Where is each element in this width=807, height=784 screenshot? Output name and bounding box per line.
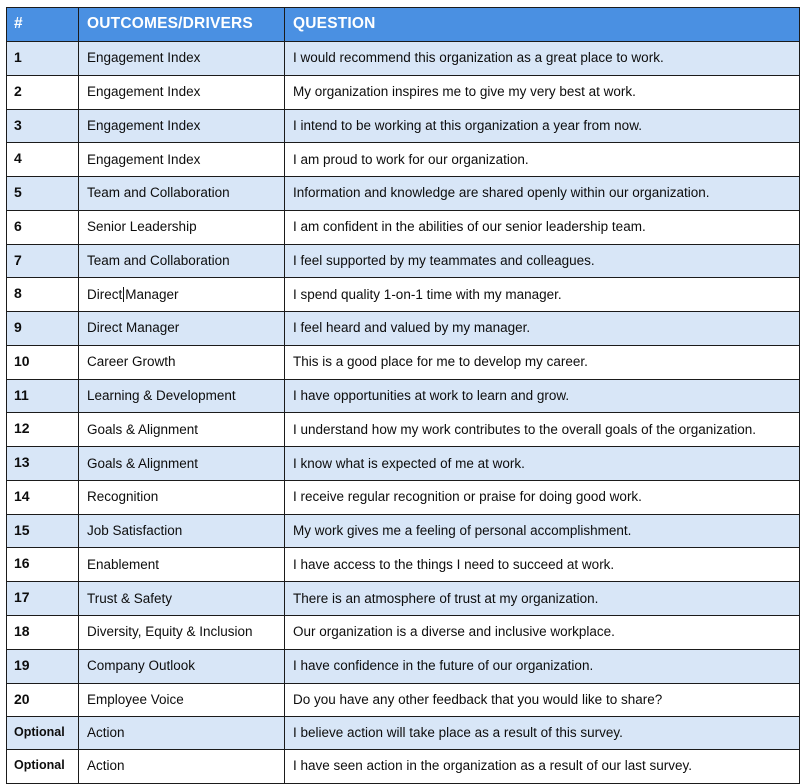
cell-question[interactable]: My organization inspires me to give my very best at work. <box>285 75 800 109</box>
cell-number: 12 <box>7 413 79 447</box>
cell-number: 7 <box>7 244 79 278</box>
cell-question[interactable]: I have confidence in the future of our organization. <box>285 649 800 683</box>
cell-outcome-driver[interactable]: Recognition <box>79 480 285 514</box>
table-row[interactable] <box>7 177 800 211</box>
cell-outcome-driver[interactable]: Learning & Development <box>79 379 285 413</box>
table-row[interactable] <box>7 244 800 278</box>
cell-outcome-driver[interactable]: Team and Collaboration <box>79 244 285 278</box>
table-header-row <box>7 8 800 42</box>
table-row[interactable] <box>7 413 800 447</box>
table-row[interactable] <box>7 480 800 514</box>
cell-number: 6 <box>7 210 79 244</box>
table-row[interactable] <box>7 616 800 650</box>
cell-outcome-driver[interactable]: Career Growth <box>79 345 285 379</box>
cell-outcome-driver[interactable]: Job Satisfaction <box>79 514 285 548</box>
cell-number: 3 <box>7 109 79 143</box>
cell-question[interactable]: I believe action will take place as a result of this survey. <box>285 717 800 750</box>
cell-outcome-driver[interactable]: Diversity, Equity & Inclusion <box>79 616 285 650</box>
cell-outcome-driver[interactable]: Goals & Alignment <box>79 413 285 447</box>
cell-outcome-driver[interactable]: Employee Voice <box>79 683 285 717</box>
cell-number: 9 <box>7 312 79 346</box>
cell-number: Optional <box>7 750 79 783</box>
survey-questions-table-container <box>6 7 799 784</box>
table-row[interactable] <box>7 683 800 717</box>
cell-number: 19 <box>7 649 79 683</box>
cell-outcome-driver[interactable]: Engagement Index <box>79 109 285 143</box>
table-row[interactable] <box>7 649 800 683</box>
text-cursor-caret <box>123 287 124 302</box>
table-row[interactable] <box>7 109 800 143</box>
cell-question[interactable]: I intend to be working at this organization a year from now. <box>285 109 800 143</box>
table-row[interactable] <box>7 278 800 312</box>
cell-question[interactable]: I have seen action in the organization as a result of our last survey. <box>285 750 800 783</box>
cell-number: 10 <box>7 345 79 379</box>
cell-outcome-driver[interactable]: Direct Manager <box>79 312 285 346</box>
cell-outcome-driver[interactable]: Engagement Index <box>79 75 285 109</box>
cell-number: 15 <box>7 514 79 548</box>
cell-outcome-driver[interactable]: Senior Leadership <box>79 210 285 244</box>
table-header <box>7 8 800 42</box>
cell-question[interactable]: There is an atmosphere of trust at my organization. <box>285 582 800 616</box>
table-row[interactable] <box>7 345 800 379</box>
table-row[interactable] <box>7 143 800 177</box>
cell-question[interactable]: Do you have any other feedback that you would like to share? <box>285 683 800 717</box>
survey-questions-table <box>6 7 800 784</box>
cell-number: 5 <box>7 177 79 211</box>
cell-question[interactable]: I spend quality 1-on-1 time with my manager. <box>285 278 800 312</box>
table-row[interactable] <box>7 42 800 76</box>
cell-number: 1 <box>7 42 79 76</box>
cell-number: 8 <box>7 278 79 312</box>
cell-question[interactable]: I feel heard and valued by my manager. <box>285 312 800 346</box>
cell-outcome-driver[interactable]: Goals & Alignment <box>79 447 285 481</box>
cell-number: 11 <box>7 379 79 413</box>
cell-question[interactable]: Our organization is a diverse and inclusive workplace. <box>285 616 800 650</box>
cell-question[interactable]: I know what is expected of me at work. <box>285 447 800 481</box>
cell-question[interactable]: My work gives me a feeling of personal accomplishment. <box>285 514 800 548</box>
table-row[interactable] <box>7 750 800 783</box>
table-row[interactable] <box>7 582 800 616</box>
cell-number: 4 <box>7 143 79 177</box>
cell-question[interactable]: I am confident in the abilities of our senior leadership team. <box>285 210 800 244</box>
cell-number: 14 <box>7 480 79 514</box>
cell-outcome-driver[interactable]: Team and Collaboration <box>79 177 285 211</box>
column-header-number: # <box>7 8 79 42</box>
cell-outcome-driver[interactable]: Action <box>79 717 285 750</box>
cell-number: 16 <box>7 548 79 582</box>
cell-question[interactable]: I have opportunities at work to learn and grow. <box>285 379 800 413</box>
cell-number: 13 <box>7 447 79 481</box>
cell-question[interactable]: This is a good place for me to develop my career. <box>285 345 800 379</box>
cell-question[interactable]: Information and knowledge are shared openly within our organization. <box>285 177 800 211</box>
cell-question[interactable]: I am proud to work for our organization. <box>285 143 800 177</box>
cell-number: Optional <box>7 717 79 750</box>
table-row[interactable] <box>7 379 800 413</box>
cell-outcome-driver[interactable]: Engagement Index <box>79 143 285 177</box>
cell-number: 17 <box>7 582 79 616</box>
cell-outcome-driver[interactable]: Trust & Safety <box>79 582 285 616</box>
cell-number: 20 <box>7 683 79 717</box>
cell-number: 18 <box>7 616 79 650</box>
cell-outcome-driver[interactable]: Engagement Index <box>79 42 285 76</box>
cell-question[interactable]: I understand how my work contributes to the overall goals of the organization. <box>285 413 800 447</box>
cell-outcome-driver[interactable]: Company Outlook <box>79 649 285 683</box>
cell-question[interactable]: I have access to the things I need to succeed at work. <box>285 548 800 582</box>
cell-number: 2 <box>7 75 79 109</box>
cell-question[interactable]: I feel supported by my teammates and colleagues. <box>285 244 800 278</box>
table-row[interactable] <box>7 548 800 582</box>
column-header-question: QUESTION <box>285 8 800 42</box>
cell-outcome-driver[interactable]: Enablement <box>79 548 285 582</box>
cell-outcome-driver[interactable]: Action <box>79 750 285 783</box>
table-body <box>7 42 800 784</box>
table-row[interactable] <box>7 447 800 481</box>
table-row[interactable] <box>7 717 800 750</box>
table-row[interactable] <box>7 75 800 109</box>
cell-question[interactable]: I receive regular recognition or praise for doing good work. <box>285 480 800 514</box>
table-row[interactable] <box>7 210 800 244</box>
table-row[interactable] <box>7 514 800 548</box>
column-header-outcomes-drivers: OUTCOMES/DRIVERS <box>79 8 285 42</box>
cell-outcome-driver[interactable]: Direct Manager <box>79 278 285 312</box>
table-row[interactable] <box>7 312 800 346</box>
cell-question[interactable]: I would recommend this organization as a great place to work. <box>285 42 800 76</box>
